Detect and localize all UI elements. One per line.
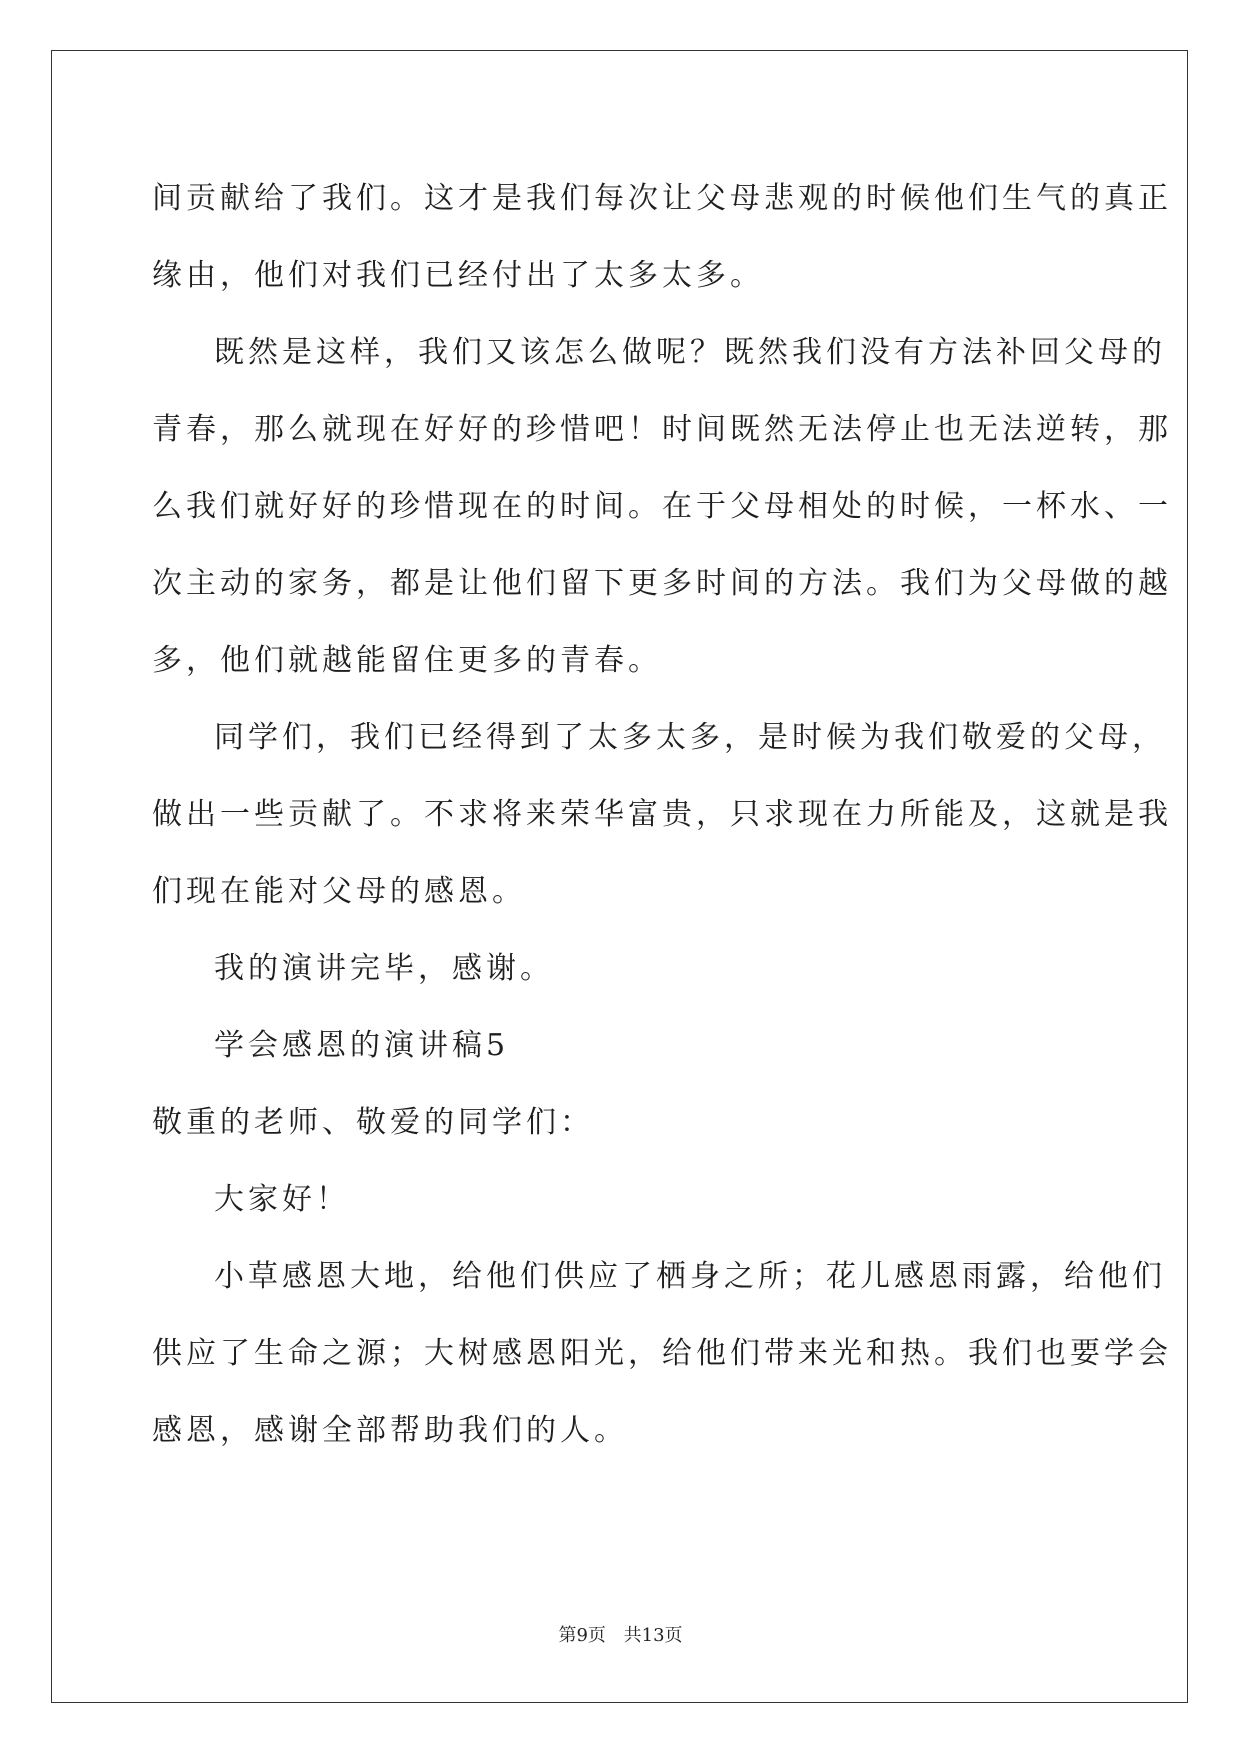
text-line: 青春，那么就现在好好的珍惜吧！时间既然无法停止也无法逆转，那 <box>152 412 1172 447</box>
page-footer <box>0 1621 1241 1647</box>
text-line: 小草感恩大地，给他们供应了栖身之所；花儿感恩雨露，给他们 <box>214 1259 1166 1294</box>
text-line: 既然是这样，我们又该怎么做呢？既然我们没有方法补回父母的 <box>214 335 1166 370</box>
salutation: 敬重的老师、敬爱的同学们： <box>152 1105 594 1140</box>
section-heading: 学会感恩的演讲稿5 <box>214 1028 510 1063</box>
text-line: 次主动的家务，都是让他们留下更多时间的方法。我们为父母做的越 <box>152 566 1172 601</box>
greeting: 大家好！ <box>214 1182 350 1217</box>
text-line: 么我们就好好的珍惜现在的时间。在于父母相处的时候，一杯水、一 <box>152 489 1172 524</box>
text-line: 们现在能对父母的感恩。 <box>152 874 526 909</box>
text-line: 做出一些贡献了。不求将来荣华富贵，只求现在力所能及，这就是我 <box>152 797 1172 832</box>
body-text <box>152 160 1172 1469</box>
page-total: 共13页 <box>623 1625 683 1646</box>
text-line: 感恩，感谢全部帮助我们的人。 <box>152 1413 628 1448</box>
text-line: 缘由，他们对我们已经付出了太多太多。 <box>152 258 764 293</box>
text-line: 同学们，我们已经得到了太多太多，是时候为我们敬爱的父母， <box>214 720 1166 755</box>
text-line: 我的演讲完毕，感谢。 <box>214 951 554 986</box>
page-number: 第9页 <box>558 1625 606 1646</box>
text-line: 间贡献给了我们。这才是我们每次让父母悲观的时候他们生气的真正 <box>152 181 1172 216</box>
text-line: 供应了生命之源；大树感恩阳光，给他们带来光和热。我们也要学会 <box>152 1336 1172 1371</box>
text-line: 多，他们就越能留住更多的青春。 <box>152 643 662 678</box>
document-body <box>152 160 1172 1469</box>
